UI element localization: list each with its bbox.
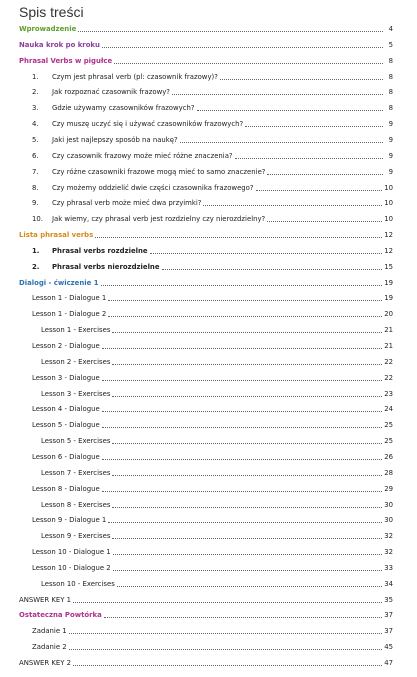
toc-entry[interactable]: [19, 52, 393, 66]
toc-entry-page: 24: [384, 405, 393, 414]
toc-dot-leader: [102, 380, 383, 381]
toc-entry-label: Lesson 1 - Dialogue 1: [32, 294, 107, 303]
toc-dot-leader: [69, 633, 383, 634]
toc-entry[interactable]: [32, 511, 393, 525]
toc-entry-label: Lesson 1 - Exercises: [41, 326, 111, 335]
toc-entry[interactable]: [19, 226, 393, 240]
toc-entry-page: 10: [384, 215, 393, 224]
toc-entry-page: 9: [388, 120, 393, 129]
toc-dot-leader: [245, 126, 383, 127]
toc-entry-page: 8: [388, 104, 393, 113]
toc-entry[interactable]: [32, 638, 393, 652]
toc-dot-leader: [112, 507, 382, 508]
toc-entry[interactable]: [32, 179, 393, 193]
toc-entry[interactable]: [41, 385, 393, 399]
toc-entry-page: 30: [384, 516, 393, 525]
toc-entry[interactable]: [32, 337, 393, 351]
toc-entry-number: 2.: [32, 88, 39, 97]
toc-entry[interactable]: [32, 163, 393, 177]
toc-entry[interactable]: [41, 353, 393, 367]
toc-entry-label: Czy różne czasowniki frazowe mogą mieć to samo znaczenie?: [52, 167, 266, 176]
toc-entry-label: ANSWER KEY 2: [19, 659, 72, 667]
toc-entry[interactable]: [32, 416, 393, 430]
toc-entry-page: 10: [384, 199, 393, 208]
toc-entry-label: Zadanie 1: [32, 627, 67, 636]
toc-dot-leader: [102, 411, 383, 412]
toc-entry-label: Phrasal verbs rozdzielne: [52, 246, 148, 255]
toc-entry-label: Gdzie używamy czasowników frazowych?: [52, 104, 195, 113]
toc-entry-page: 10: [384, 183, 393, 192]
toc-entry-label: Lesson 8 - Dialogue: [32, 484, 100, 493]
toc-entry-label: Lesson 9 - Exercises: [41, 532, 111, 541]
toc-entry-label: Nauka krok po kroku: [19, 40, 100, 49]
toc-entry[interactable]: [19, 606, 393, 620]
toc-entry-label: Jak rozpoznać czasownik frazowy?: [52, 88, 170, 97]
toc-dot-leader: [235, 158, 383, 159]
toc-entry-page: 34: [384, 579, 393, 588]
toc-entry-label: Lesson 3 - Exercises: [41, 389, 111, 398]
toc-entry-page: 12: [384, 246, 393, 255]
toc-dot-leader: [102, 348, 383, 349]
toc-entry[interactable]: [41, 464, 393, 478]
toc-dot-leader: [102, 427, 383, 428]
toc-entry[interactable]: [32, 258, 393, 272]
toc-entry[interactable]: [32, 210, 393, 224]
toc-dot-leader: [112, 332, 382, 333]
toc-entry-label: Phrasal verbs nierozdzielne: [52, 262, 160, 271]
toc-entry[interactable]: [32, 131, 393, 145]
toc-entry-number: 3.: [32, 104, 39, 113]
toc-entry-label: Lista phrasal verbs: [19, 231, 94, 240]
toc-entry-page: 25: [384, 437, 393, 446]
toc-entry-page: 47: [384, 659, 393, 667]
toc-dot-leader: [95, 237, 382, 238]
toc-entry-label: Lesson 7 - Exercises: [41, 468, 111, 477]
toc-entry[interactable]: [19, 20, 393, 34]
toc-dot-leader: [180, 142, 383, 143]
toc-entry[interactable]: [19, 274, 393, 288]
toc-entry-number: 2.: [32, 262, 40, 271]
toc-entry-page: 5: [388, 40, 393, 49]
toc-entry[interactable]: [32, 83, 393, 97]
toc-entry[interactable]: [32, 369, 393, 383]
toc-entry-label: Jak wiemy, czy phrasal verb jest rozdzielny czy nierozdzielny?: [52, 215, 266, 224]
toc-dot-leader: [108, 300, 382, 301]
toc-dot-leader: [220, 79, 383, 80]
toc-dot-leader: [102, 47, 383, 48]
toc-entry-page: 19: [384, 278, 393, 287]
toc-entry[interactable]: [19, 36, 393, 50]
toc-dot-leader: [78, 31, 383, 32]
toc-entry[interactable]: [32, 99, 393, 113]
toc-dot-leader: [197, 110, 383, 111]
toc-entry-label: Ostateczna Powtórka: [19, 611, 102, 620]
toc-entry-page: 9: [388, 135, 393, 144]
toc-entry[interactable]: [32, 194, 393, 208]
toc-entry-page: 32: [384, 532, 393, 541]
toc-dot-leader: [150, 253, 383, 254]
toc-entry-page: 9: [388, 151, 393, 160]
toc-entry-label: Phrasal Verbs w pigułce: [19, 56, 113, 65]
toc-dot-leader: [117, 586, 382, 587]
toc-entry-page: 22: [384, 357, 393, 366]
toc-entry-number: 7.: [32, 167, 39, 176]
toc-entry-label: Lesson 2 - Exercises: [41, 357, 111, 366]
toc-entry-number: 8.: [32, 183, 39, 192]
toc-entry-page: 28: [384, 468, 393, 477]
toc-entry-page: 35: [384, 595, 393, 604]
toc-dot-leader: [112, 475, 382, 476]
toc-entry[interactable]: [32, 115, 393, 129]
toc-entry-label: Dialogi - ćwiczenie 1: [19, 278, 99, 287]
toc-entry-page: 15: [384, 262, 393, 271]
toc-entry-page: 8: [388, 88, 393, 97]
toc-entry-page: 32: [384, 548, 393, 557]
toc-entry[interactable]: [32, 448, 393, 462]
toc-entry[interactable]: [41, 575, 393, 589]
toc-entry-page: 21: [384, 326, 393, 335]
toc-entry-label: Czym jest phrasal verb (pl: czasownik frazowy)?: [52, 72, 218, 81]
toc-entry-label: Lesson 8 - Exercises: [41, 500, 111, 509]
toc-entry-page: 45: [384, 643, 393, 652]
toc-dot-leader: [108, 316, 382, 317]
toc-entry-label: Zadanie 2: [32, 643, 67, 652]
toc-dot-leader: [267, 221, 382, 222]
toc-entry-page: 21: [384, 342, 393, 350]
toc-dot-leader: [256, 190, 383, 191]
toc-entry-page: 37: [384, 611, 393, 620]
toc-dot-leader: [69, 649, 383, 650]
toc-entry-label: Czy muszę uczyć się i używać czasowników frazowych?: [52, 120, 244, 129]
toc-entry-number: 4.: [32, 120, 39, 129]
toc-entry-label: Lesson 3 - Dialogue: [32, 373, 100, 382]
toc-entry-label: Lesson 5 - Dialogue: [32, 421, 100, 430]
toc-entry-page: 25: [384, 421, 393, 430]
toc-entry-page: 12: [384, 231, 393, 240]
toc-dot-leader: [203, 205, 382, 206]
toc-entry-label: Wprowadzenie: [19, 25, 77, 33]
toc-entry[interactable]: [32, 543, 393, 557]
toc-entry-label: Lesson 6 - Dialogue: [32, 452, 100, 461]
toc-entry-page: 4: [388, 25, 393, 33]
toc-entry-label: Czy czasownik frazowy może mieć różne znaczenia?: [52, 151, 233, 160]
toc-dot-leader: [162, 269, 383, 270]
toc-entry-label: Lesson 2 - Dialogue: [32, 342, 100, 350]
toc-dot-leader: [113, 554, 383, 555]
toc-dot-leader: [102, 459, 383, 460]
toc-dot-leader: [104, 617, 382, 618]
toc-entry-label: Lesson 10 - Exercises: [41, 579, 115, 588]
toc-dot-leader: [101, 285, 383, 286]
toc-entry-number: 1.: [32, 72, 39, 81]
toc-entry-number: 5.: [32, 135, 39, 144]
toc-dot-leader: [112, 396, 382, 397]
toc-entry-page: 8: [388, 72, 393, 81]
toc-entry-label: Lesson 5 - Exercises: [41, 437, 111, 446]
toc-entry[interactable]: [41, 321, 393, 335]
toc-entry-page: 22: [384, 373, 393, 382]
toc-entry[interactable]: [32, 559, 393, 573]
toc-entry-label: Jaki jest najlepszy sposób na naukę?: [52, 135, 178, 144]
toc-entry-page: 37: [384, 627, 393, 636]
toc-entry[interactable]: [41, 432, 393, 446]
toc-entry-label: Czy phrasal verb może mieć dwa przyimki?: [52, 199, 202, 208]
toc-dot-leader: [102, 491, 383, 492]
toc-entry-page: 26: [384, 452, 393, 461]
toc-dot-leader: [113, 570, 383, 571]
toc-dot-leader: [112, 538, 382, 539]
toc-entry-label: Lesson 1 - Dialogue 2: [32, 310, 107, 319]
toc-entry-label: Lesson 9 - Dialogue 1: [32, 516, 107, 525]
toc-entry-page: 20: [384, 310, 393, 319]
toc-dot-leader: [172, 94, 383, 95]
toc-dot-leader: [112, 443, 382, 444]
toc-entry[interactable]: [32, 68, 393, 82]
toc-dot-leader: [267, 174, 383, 175]
toc-dot-leader: [108, 522, 382, 523]
toc-entry-number: 10.: [32, 215, 43, 224]
toc-entry-page: 30: [384, 500, 393, 509]
toc-entry[interactable]: [32, 480, 393, 494]
toc-entry[interactable]: [32, 147, 393, 161]
toc-entry-page: 9: [388, 167, 393, 176]
toc-entry-label: Lesson 10 - Dialogue 2: [32, 563, 111, 572]
toc-entry[interactable]: [19, 591, 393, 605]
toc-entry[interactable]: [41, 496, 393, 510]
toc-entry[interactable]: [32, 622, 393, 636]
toc-entry-page: 33: [384, 563, 393, 572]
toc-entry-number: 9.: [32, 199, 39, 208]
toc-entry-label: Lesson 10 - Dialogue 1: [32, 548, 111, 557]
toc-entry-number: 6.: [32, 151, 39, 160]
toc-title: Spis treści: [19, 4, 84, 20]
toc-entry[interactable]: [32, 242, 393, 256]
toc-entry[interactable]: [19, 654, 393, 668]
toc-entry-page: 8: [388, 56, 393, 65]
toc-entry[interactable]: [32, 400, 393, 414]
toc-entry-label: ANSWER KEY 1: [19, 595, 72, 604]
toc-dot-leader: [112, 364, 382, 365]
toc-entry-page: 19: [384, 294, 393, 303]
toc-entry-number: 1.: [32, 246, 40, 255]
toc-dot-leader: [114, 63, 383, 64]
toc-entry-label: Czy możemy oddzielić dwie części czasownika frazowego?: [52, 183, 254, 192]
toc-dot-leader: [73, 602, 382, 603]
toc-dot-leader: [73, 665, 382, 666]
toc-entry[interactable]: [32, 289, 393, 303]
toc-entry-page: 29: [384, 484, 393, 493]
toc-entry-page: 23: [384, 389, 393, 398]
toc-entry-label: Lesson 4 - Dialogue: [32, 405, 100, 414]
toc-entry[interactable]: [41, 527, 393, 541]
toc-entry[interactable]: [32, 305, 393, 319]
